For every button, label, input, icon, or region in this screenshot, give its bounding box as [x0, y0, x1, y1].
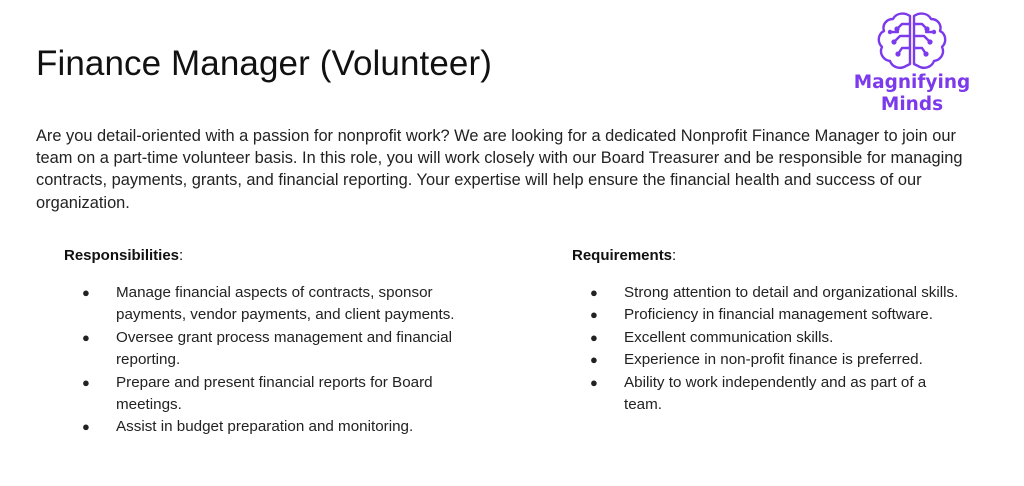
- requirements-heading-colon: :: [672, 247, 677, 264]
- bullet-icon: ●: [82, 419, 90, 435]
- list-item-text: Manage financial aspects of contracts, sponsor payments, vendor payments, and client payments.: [116, 284, 455, 324]
- responsibilities-section: [64, 247, 494, 439]
- responsibilities-heading-colon: :: [179, 247, 184, 264]
- page-title: Finance Manager (Volunteer): [36, 44, 493, 83]
- responsibilities-heading-text: Responsibilities: [64, 247, 180, 264]
- requirements-section: [572, 247, 972, 416]
- bullet-icon: ●: [590, 307, 598, 323]
- list-item: [64, 282, 476, 327]
- list-item: [64, 372, 476, 417]
- list-item-text: Assist in budget preparation and monitoring.: [116, 418, 414, 436]
- bullet-icon: ●: [82, 285, 90, 300]
- list-item: [572, 349, 962, 371]
- requirements-heading-text: Requirements: [572, 247, 673, 264]
- list-item-text: Prepare and present financial reports for Board meetings.: [116, 373, 433, 414]
- list-item: [572, 327, 962, 349]
- brain-circuit-icon: [874, 10, 950, 72]
- list-item-text: Strong attention to detail and organizational skills.: [624, 284, 959, 301]
- logo-line-1: Magnifying: [853, 72, 971, 93]
- list-item-text: Proficiency in financial management software.: [624, 306, 933, 324]
- requirements-list: [572, 282, 972, 416]
- list-item-text: Excellent communication skills.: [624, 328, 834, 346]
- responsibilities-heading: [64, 247, 494, 264]
- list-item: [572, 304, 962, 326]
- list-item-text: Ability to work independently and as part of a team.: [624, 373, 927, 414]
- list-item-text: Experience in non-profit finance is preferred.: [624, 351, 923, 369]
- list-item: [572, 282, 962, 304]
- list-item: [64, 416, 476, 438]
- requirements-heading: [572, 247, 972, 264]
- organization-logo: [848, 10, 976, 116]
- bullet-icon: ●: [590, 374, 598, 390]
- responsibilities-list: [64, 282, 494, 439]
- list-item: [572, 372, 962, 417]
- logo-name: [848, 72, 976, 116]
- intro-paragraph: Are you detail-oriented with a passion for nonprofit work? We are looking for a dedicated Nonprofit Finance Manager to join our team on a part-time volunteer basis. In this role, you will work closely with our Board Treasurer and be responsible for managing contracts, payments, grants, and financial reporting. Your expertise will help ensure the financial health and success of our organization.: [36, 127, 963, 212]
- bullet-icon: ●: [82, 374, 90, 390]
- bullet-icon: ●: [590, 329, 598, 345]
- bullet-icon: ●: [82, 329, 90, 345]
- list-item: [64, 327, 476, 372]
- list-item-text: Oversee grant process management and financial reporting.: [116, 328, 453, 369]
- bullet-icon: ●: [590, 352, 598, 368]
- logo-line-2: Minds: [880, 94, 944, 115]
- bullet-icon: ●: [590, 285, 598, 300]
